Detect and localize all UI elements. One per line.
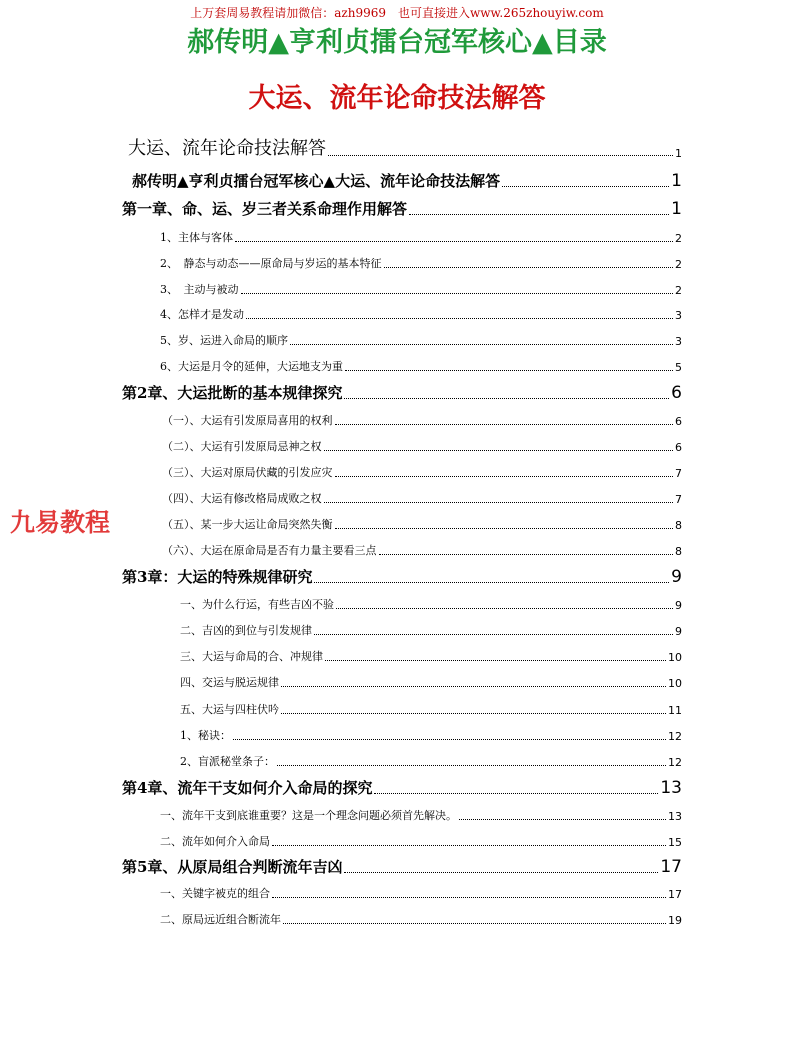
toc-page: 2 [675, 232, 682, 245]
toc-page: 9 [671, 567, 682, 587]
top-notice: 上万套周易教程请加微信：azh9969 也可直接进入www.265zhouyiw.com [190, 6, 604, 20]
toc-label: （五）、某一步大运让命局突然失衡 [162, 518, 333, 531]
toc-entry[interactable] [162, 490, 682, 506]
toc-entry-main[interactable] [132, 170, 682, 191]
toc-page: 6 [671, 383, 682, 403]
toc-page: 1 [671, 171, 682, 191]
toc-page: 5 [675, 361, 682, 374]
toc-page: 9 [675, 625, 682, 638]
toc-page: 13 [668, 810, 682, 823]
toc-label: 五、大运与四柱伏吟 [180, 703, 279, 716]
toc-label: 6、大运是月令的延伸，大运地支为重 [160, 360, 343, 373]
toc-page: 13 [660, 778, 682, 798]
toc-page: 10 [668, 677, 682, 690]
toc-label: 一、关键字被克的组合 [160, 887, 270, 900]
toc-entry-chapter[interactable] [122, 856, 682, 877]
toc-page: 7 [675, 467, 682, 480]
toc-leader [344, 398, 669, 399]
toc-page: 17 [660, 857, 682, 877]
toc-label: 二、原局远近组合断流年 [160, 913, 281, 926]
toc-leader [325, 660, 666, 661]
toc-entry-chapter[interactable] [122, 566, 682, 587]
watermark-text: 九易教程 [10, 508, 111, 537]
toc-label: 5、岁、运进入命局的顺序 [160, 334, 288, 347]
toc-leader [335, 424, 674, 425]
toc-leader [246, 318, 673, 319]
toc-page: 1 [675, 147, 682, 160]
toc-page: 3 [675, 335, 682, 348]
toc-page: 8 [675, 545, 682, 558]
toc-label: （二）、大运有引发原局忌神之权 [162, 440, 322, 453]
toc-entry[interactable] [180, 753, 682, 769]
toc-label: 2、 静态与动态——原命局与岁运的基本特征 [160, 257, 382, 270]
toc-entry[interactable] [180, 596, 682, 612]
toc-label: 第4章、流年干支如何介入命局的探究 [122, 779, 373, 797]
toc-leader [335, 528, 674, 529]
toc-label: （四）、大运有修改格局成败之权 [162, 492, 322, 505]
toc-leader [459, 819, 666, 820]
document-heading-green: 郝传明▲亨利贞擂台冠军核心▲目录 [187, 27, 607, 58]
toc-leader [272, 897, 666, 898]
toc-entry[interactable] [180, 701, 682, 717]
toc-label: （一）、大运有引发原局喜用的权利 [162, 414, 333, 427]
toc-label: 第3章：大运的特殊规律研究 [122, 568, 313, 586]
toc-entry[interactable] [180, 622, 682, 638]
toc-leader [290, 344, 673, 345]
toc-entry[interactable] [160, 306, 682, 322]
toc-leader [374, 793, 658, 794]
toc-label: 第2章、大运批断的基本规律探究 [122, 384, 343, 402]
toc-entry-title[interactable] [128, 134, 682, 160]
toc-label: 4、怎样才是发动 [160, 308, 244, 321]
toc-page: 9 [675, 599, 682, 612]
toc-entry-chapter[interactable] [122, 777, 682, 798]
toc-entry-chapter[interactable] [122, 198, 682, 219]
toc-label: 第5章、从原局组合判断流年吉凶 [122, 858, 343, 876]
toc-entry[interactable] [160, 807, 682, 823]
toc-leader [335, 476, 674, 477]
toc-label: （六）、大运在原命局是否有力量主要看三点 [162, 544, 377, 557]
toc-label: 1、主体与客体 [160, 231, 233, 244]
toc-leader [379, 554, 674, 555]
toc-leader [281, 686, 666, 687]
toc-page: 1 [671, 199, 682, 219]
toc-entry[interactable] [162, 412, 682, 428]
toc-entry-chapter[interactable] [122, 382, 682, 403]
document-heading-red: 大运、流年论命技法解答 [248, 83, 546, 114]
toc-entry[interactable] [162, 438, 682, 454]
toc-entry[interactable] [180, 727, 682, 743]
toc-label: 二、吉凶的到位与引发规律 [180, 624, 312, 637]
toc-entry[interactable] [180, 648, 682, 664]
toc-leader [344, 872, 658, 873]
toc-leader [277, 765, 666, 766]
toc-leader [235, 241, 673, 242]
toc-label: （三）、大运对原局伏藏的引发应灾 [162, 466, 333, 479]
toc-leader [409, 214, 669, 215]
toc-entry[interactable] [160, 833, 682, 849]
toc-page: 17 [668, 888, 682, 901]
toc-page: 2 [675, 258, 682, 271]
toc-label: 1、秘诀： [180, 729, 231, 742]
toc-label: 四、交运与脱运规律 [180, 676, 279, 689]
toc-label: 一、为什么行运，有些吉凶不验 [180, 598, 334, 611]
toc-label: 一、流年干支到底谁重要？这是一个理念问题必须首先解决。 [160, 809, 457, 822]
toc-leader [233, 739, 666, 740]
toc-leader [314, 634, 673, 635]
toc-label: 三、大运与命局的合、冲规律 [180, 650, 323, 663]
toc-leader [324, 502, 674, 503]
toc-entry[interactable] [160, 281, 682, 297]
toc-page: 19 [668, 914, 682, 927]
toc-entry[interactable] [162, 516, 682, 532]
toc-leader [283, 923, 666, 924]
toc-entry[interactable] [160, 911, 682, 927]
toc-leader [324, 450, 674, 451]
toc-page: 6 [675, 441, 682, 454]
toc-label: 郝传明▲亨利贞擂台冠军核心▲大运、流年论命技法解答 [132, 172, 501, 190]
toc-label: 二、流年如何介入命局 [160, 835, 270, 848]
toc-label: 大运、流年论命技法解答 [128, 138, 326, 159]
toc-leader [272, 845, 666, 846]
toc-page: 11 [668, 704, 682, 717]
toc-label: 第一章、命、运、岁三者关系命理作用解答 [122, 200, 408, 218]
toc-leader [241, 293, 674, 294]
toc-entry[interactable] [160, 229, 682, 245]
toc-page: 10 [668, 651, 682, 664]
toc-leader [384, 267, 674, 268]
toc-page: 12 [668, 730, 682, 743]
toc-page: 15 [668, 836, 682, 849]
toc-entry[interactable] [160, 255, 682, 271]
toc-leader [345, 370, 673, 371]
toc-leader [314, 582, 669, 583]
toc-page: 8 [675, 519, 682, 532]
toc-page: 3 [675, 309, 682, 322]
toc-page: 2 [675, 284, 682, 297]
toc-leader [336, 608, 673, 609]
toc-entry[interactable] [162, 542, 682, 558]
toc-leader [281, 713, 666, 714]
toc-entry[interactable] [180, 674, 682, 690]
toc-entry[interactable] [162, 464, 682, 480]
toc-leader [502, 186, 669, 187]
toc-entry[interactable] [160, 358, 682, 374]
toc-entry[interactable] [160, 885, 682, 901]
toc-label: 3、 主动与被动 [160, 283, 239, 296]
toc-page: 7 [675, 493, 682, 506]
toc-entry[interactable] [160, 332, 682, 348]
toc-page: 6 [675, 415, 682, 428]
toc-leader [328, 155, 673, 156]
toc-page: 12 [668, 756, 682, 769]
toc-label: 2、盲派秘堂条子： [180, 755, 275, 768]
